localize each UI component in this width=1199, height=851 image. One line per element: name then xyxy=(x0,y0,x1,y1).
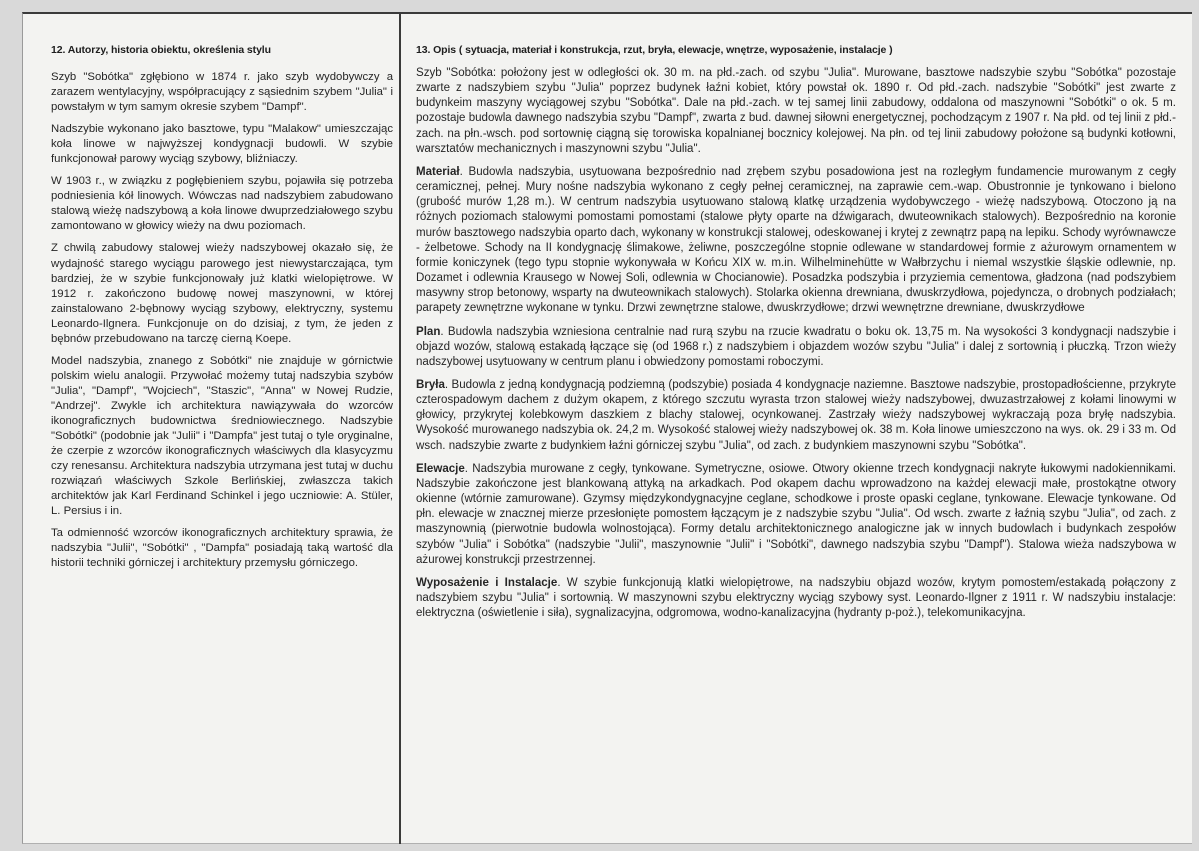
elevations-label: Elewacje xyxy=(416,462,465,475)
material-text: . Budowla nadszybia, usytuowana bezpośrednio nad zrębem szybu posadowiona jest na rozległym fundamencie murowanym z cegły ceramicznej, pełnej. Mury nośne nadszybia wykonano z cegły pełnej ceramicznej, na zaprawie cem.-wap. Obustronnie je tynkowano i bielono (grubość murów 1,28 m.). W centrum nadszybia usytuowano stalową klatkę urządzenia wydobywczego - wieżę nadszybową. Otoczono ją na różnych poziomach stalowymi pomostami pomostami (stalowe płyty oparte na dźwigarach, dwuteownikach stalowych). Bezpośrednio na koronie murów basztowego nadszybia oparto dach, wykonany w konstrukcji stalowej, odeskowanej i krytej z zewnątrz papą na lepiku. Schody wyrównawcze - żelbetowe. Schody na II kondygnację ślimakowe, żeliwne, poszczególne stopnie odlewane w standardowej formie z ażurowym ornamentem w formie koniczynek (tego typu stopnie wykonywała w Końcu XIX w. m.in. Wilhelminehütte w Wałbrzychu i niemal wszystkie śląskie odlewnie, np. Dozamet i odlewnia Krausego w Nowej Soli, odlewnia w Chocianowie). Posadzka podszybia i przyziemia cementowa, gładzona (nad podszybiem masywny strop betonowy, wsparty na dwuteownikach stalowych). Stolarka okienna drewniana, dwuskrzydłowa, pojedyncza, o drobnych podziałach; parapety zewnętrzne wykonane w tynku. Drzwi zewnętrzne stalowe, dwuskrzydłowe; drzwi wewnętrzne drewniane, dwuskrzydłowe xyxy=(416,165,1176,315)
equipment-text: . W szybie funkcjonują klatki wielopiętrowe, na nadszybiu objazd wozów, krytym pomostem/estakadą połączony z nadszybiem szybu "Julia" i sortownią. W maszynowni szybu elektryczny wyciąg szybowy syst. Leonardo-Ilgner z 1911 r. W nadszybiu instalacje: elektryczna (oświetlenie i siła), sygnalizacyjna, odgromowa, wodno-kanalizacyjna (hydranty p-poż.), telekomunikacyjna. xyxy=(416,576,1177,620)
elevations-paragraph xyxy=(416,462,1176,568)
plan-paragraph xyxy=(416,325,1176,370)
elevations-text: . Nadszybia murowane z cegły, tynkowane. Symetryczne, osiowe. Otwory okienne trzech kondygnacji nakryte łukowymi nadokiennikami. Nadszybie zakończone jest blankowaną attyką na arkadkach. Pod okapem dachu wprowadzono na każdej elewacji małe, prostokątne otwory okienne (wtórnie zamurowane). Gzymsy międzykondygnacyjne ceglane, schodkowe i proste opaski ceglane, tynkowane. Elewacje tynkowane. Od płn. elewacje w znacznej mierze przesłonięte pomostem łączącym je z nadszybie szybu "Julia". Od wsch. zwarte z łaźnią szybu "Julia", od zach. z maszynownią (pierwotnie budowla wolnostojąca). Formy detalu architektonicznego analogiczne jak w innych budowlach i budynkach zespołów szybów "Julia" i Sobótka" (nadszybie "Julii", maszynownie "Julii" i "Sobótki", dawnego nadszybia szybu "Dampf"). Stalowa wieża nadszybowa w ażurowej konstrukcji przestrzennej. xyxy=(416,462,1176,566)
history-paragraph: Model nadszybia, znanego z Sobótki" nie znajduje w górnictwie polskim wielu analogii. Przywołać możemy tutaj nadszybia szybów "Julia", "Dampf", "Wojciech", "Staszic", "Anna" w Nowej Rudzie, "Andrzej". Zwykle ich architektura nawiązywała do wzorców ikonograficznych budownictwa średniowiecznego. Nadszybie "Sobótki" (podobnie jak "Julii" i "Dampfa" jest tutaj o tyle oryginalne, że czerpie z wzorców ikonograficznych właściwych dla klasycyzmu czy renesansu. Architektura nadszybia utrzymana jest tutaj w duchu rozwiązań właściwych Szkole Berlińskiej, zwłaszcza takich architektów jak Karl Ferdinand Schinkel i jego uczniowie: A. Stüler, L. Persius i in. xyxy=(51,354,393,518)
section-13-column xyxy=(416,44,1176,629)
equipment-paragraph xyxy=(416,576,1176,621)
massing-text: . Budowla z jedną kondygnacją podziemną (podszybie) posiada 4 kondygnacje naziemne. Basztowe nadszybie, prostopadłościenne, przykryte czterospadowym dachem z dużym okapem, z którego szczutu wyrasta trzon stalowej wieży nadszybowej, dwuzastrzałowej z kołami linowymi w głowicy, przykrytej kolebkowym daszkiem z blachy stalowej, ocynkowanej. Zastrzały wieży nadszybowej wykraczają poza bryłę nadszybia. Wysokość murowanego nadszybia ok. 24,2 m. Wysokość stalowej wieży nadszybowej ok. 38 m. Koła linowe umieszczono na wys. ok. 29 i 33 m. Od wsch. nadszybie zwarte z budynkiem łaźni górniczej szybu "Julia", od zach. z budynkiem maszynowni szybu "Sobótka". xyxy=(416,378,1176,452)
history-paragraph: Szyb "Sobótka" zgłębiono w 1874 r. jako szyb wydobywczy a zarazem wentylacyjny, współpracujący z sąsiednim szybem "Julia" i powstałym w tym samym okresie szybem "Dampf". xyxy=(51,71,393,114)
material-label: Materiał xyxy=(416,165,460,178)
history-paragraph: W 1903 r., w związku z pogłębieniem szybu, pojawiła się potrzeba podniesienia kół linowych. Wówczas nad nadszybiem zabudowano stalową wieżę nadszybową a koła linowe dwuprzedziałowego szybu zamontowano w głowicy wieży na dwu poziomach. xyxy=(51,175,393,233)
section-12-heading: 12. Autorzy, historia obiektu, określenia stylu xyxy=(51,44,271,56)
history-paragraph: Z chwilą zabudowy stalowej wieży nadszybowej okazało się, że wydajność starego wyciągu parowego jest niewystarczająca, tym bardziej, że w szybie funkcjonowały już klatki wielopiętrowe. W 1912 r. zakończono budowę nowej maszynowni, w której zainstalowano 2-bębnowy wyciąg szybowy, elektryczny, systemu Leonardo-Ilgnera. Funkcjonuje on do dzisiaj, z tym, że jeden z bębnów przebudowano na tarczę cierną Koepe. xyxy=(51,242,393,345)
equipment-label: Wyposażenie i Instalacje xyxy=(416,576,558,589)
column-divider xyxy=(399,14,401,844)
history-paragraph: Nadszybie wykonano jako basztowe, typu "Malakow" umieszczając koła linowe w najwyższej kondygnacji budowli. W szybie funkcjonował parowy wyciąg szybowy, bliźniaczy. xyxy=(51,123,393,166)
document-page xyxy=(22,12,1192,844)
plan-text: . Budowla nadszybia wzniesiona centralnie nad rurą szybu na rzucie kwadratu o boku ok. 13,75 m. Na wysokości 3 kondygnacji nadszybie i objazd wozów, stalową estakadą łączące się (od 1968 r.) z nadszybiem i objazdem wozów szybu "Julia" i dalej z sortownią i płuczką. Trzon wieży nadszybowej usytuowany w centrum planu i obwiedzony pomostami roboczymi. xyxy=(416,325,1176,368)
history-paragraph: Ta odmienność wzorców ikonograficznych architektury sprawia, że nadszybia "Julii", "Sobótki" , "Dampfa" posiadają taką wartość dla historii techniki górniczej i architektury przemysłu górniczego. xyxy=(51,527,393,570)
situation-paragraph: Szyb "Sobótka: położony jest w odległości ok. 30 m. na płd.-zach. od szybu "Julia". Murowane, basztowe nadszybie szybu "Sobótka" pozostaje zwarte z nadszybiem szybu "Julia" poprzez budynek łaźni kobiet, który powstał ok. 1890 r. Od płd.-zach. nadszybie "Sobótki" jest zwarte z budynkeim maszyny wyciągowej szybu "Sobótka". Dale na płd.-zach. w tej samej linii zabudowy, oddalona od maszynowni "Sobótki" o ok. 5 m. pozostaje budowla dawnego nadszybia szybu "Dampf", zwarta z bud. dawnej siłowni energetycznej, pochodzącym z 1907 r. Na płd. od tej linii z płd.-zach. na płn.-wsch. pod sortownię ciągną się torowiska kopalnianej bocznicy kolejowej. Na płn. od tej linii zabudowy położone są budynki kotłowni, warsztatów mechanicznych i maszynowni szybu "Julia". xyxy=(416,67,1176,155)
material-paragraph xyxy=(416,165,1176,317)
massing-paragraph xyxy=(416,378,1176,454)
section-13-heading: 13. Opis ( sytuacja, materiał i konstrukcja, rzut, bryła, elewacje, wnętrze, wyposażenie, instalacje ) xyxy=(416,44,893,56)
plan-label: Plan xyxy=(416,325,441,338)
section-12-column xyxy=(51,44,393,578)
massing-label: Bryła xyxy=(416,378,445,391)
